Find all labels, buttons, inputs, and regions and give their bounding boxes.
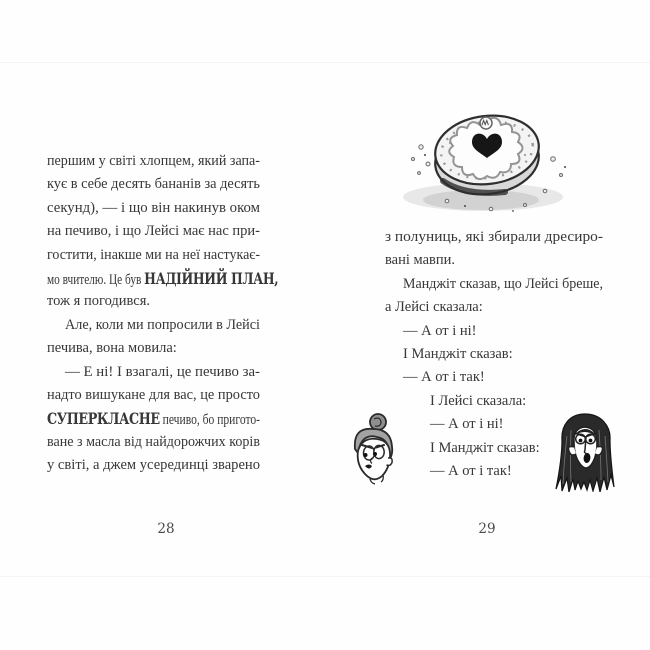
line-text: надто вишукане для вас, це просто (47, 386, 260, 403)
line-text: ване з масла від найдорожчих корів (47, 433, 260, 450)
line-text: печиво, бо пригото- (159, 412, 260, 429)
page-edge-bottom (0, 576, 650, 577)
line-text: — Е ні! І взагалі, це печиво за- (65, 363, 260, 380)
line-text: — А от і так! (403, 369, 485, 386)
text-line (47, 361, 260, 384)
text-line (385, 296, 603, 319)
page-edge-top (0, 62, 650, 63)
line-text: секунд), — і що він накинув оком (47, 199, 260, 216)
text-line (47, 244, 260, 267)
line-text: Але, коли ми попросили в Лейсі (65, 316, 260, 333)
line-text: І Манджіт сказав: (430, 439, 540, 456)
text-line (47, 150, 260, 173)
line-text: І Лейсі сказала: (430, 392, 527, 409)
text-line (47, 337, 260, 360)
text-line (385, 320, 603, 343)
text-line (47, 384, 260, 407)
text-line (47, 431, 260, 454)
text-line (47, 407, 260, 430)
text-line (47, 267, 279, 290)
text-line (47, 290, 260, 313)
text-line (47, 314, 260, 337)
bun-hair-girl-face-illustration (349, 413, 401, 493)
text-line (385, 343, 603, 366)
line-text: мо вчителю. Це був (47, 271, 145, 288)
long-hair-girl-face-illustration (551, 412, 619, 492)
line-text: з полуниць, які збирали дресиро- (385, 229, 603, 245)
line-text: гостити, інакше ми на неї настукає- (47, 246, 260, 263)
text-line (385, 249, 603, 272)
line-text: — А от і так! (430, 462, 512, 479)
text-line (47, 197, 260, 220)
line-text: печива, вона мовила: (47, 340, 177, 357)
page-number-left: 28 (157, 521, 175, 537)
display-word: СУПЕРКЛАСНЕ (47, 409, 160, 429)
text-line (47, 220, 260, 243)
line-text: тож я погодився. (47, 293, 151, 310)
line-text: вані мавпи. (385, 252, 456, 269)
heart-cookie-illustration (395, 103, 575, 218)
text-line (47, 454, 260, 477)
line-text: Манджіт сказав, що Лейсі бреше, (403, 275, 603, 292)
text-line (385, 366, 603, 389)
hair-bun (370, 414, 386, 430)
left-page-text-column (47, 150, 279, 477)
line-text: кує в себе десять бананів за десять (47, 176, 260, 193)
text-line (385, 273, 603, 296)
line-text: І Манджіт сказав: (403, 345, 513, 362)
line-text: першим у світі хлопцем, який запа- (47, 153, 260, 169)
text-line (47, 173, 260, 196)
line-text: — А от і ні! (403, 322, 477, 339)
line-text: на печиво, і що Лейсі має нас при- (47, 223, 260, 240)
display-word: НАДІЙНИЙ ПЛАН, (144, 268, 279, 288)
text-line (385, 226, 603, 249)
line-text: — А от і ні! (430, 416, 504, 433)
line-text: у світі, а джем усерединці зварено (47, 457, 260, 474)
text-line (385, 390, 603, 413)
line-text: а Лейсі сказала: (385, 299, 483, 316)
page-number-right: 29 (478, 521, 496, 537)
